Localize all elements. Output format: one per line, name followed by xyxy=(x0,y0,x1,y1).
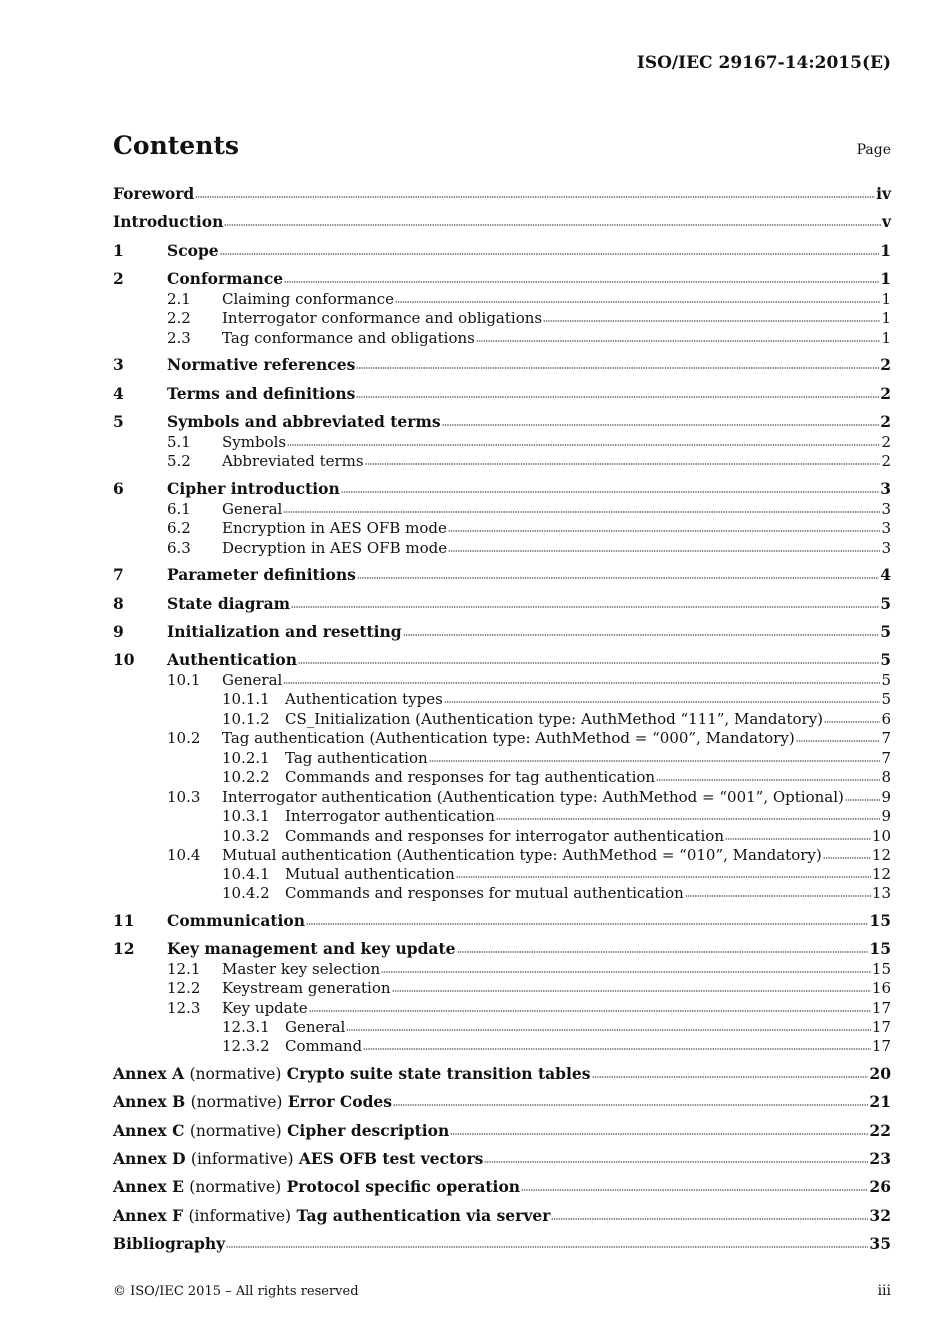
toc-entry-page: 5 xyxy=(880,650,891,669)
copyright-notice: © ISO/IEC 2015 – All rights reserved xyxy=(113,1284,359,1299)
toc-entry[interactable] xyxy=(113,689,891,709)
toc-entry-page: 1 xyxy=(880,241,891,260)
toc-entry-number: 10.3 xyxy=(167,788,201,806)
dot-leader xyxy=(656,779,880,781)
dot-leader xyxy=(356,396,879,398)
toc-entry[interactable] xyxy=(113,412,891,432)
toc-entry-page: 1 xyxy=(880,269,891,288)
dot-leader xyxy=(429,760,881,762)
toc-entry[interactable] xyxy=(113,1064,891,1084)
toc-entry[interactable] xyxy=(113,479,891,499)
toc-entry-number: 5.1 xyxy=(167,433,191,451)
toc-entry[interactable] xyxy=(113,787,891,807)
toc-entry-number: 10.2.2 xyxy=(222,768,270,786)
toc-entry-page: 5 xyxy=(880,594,891,613)
toc-entry-page: 8 xyxy=(881,768,891,786)
toc-entry-page: 3 xyxy=(880,479,891,498)
toc-entry-page: 15 xyxy=(869,939,891,958)
toc-entry[interactable] xyxy=(113,806,891,826)
toc-entry[interactable] xyxy=(113,1036,891,1056)
dot-leader xyxy=(291,606,879,608)
toc-entry-number: 10.4.2 xyxy=(222,884,270,902)
dot-leader xyxy=(845,799,881,801)
annex-kind: (normative) xyxy=(189,1065,282,1083)
dot-leader xyxy=(448,550,880,552)
toc-entry-page: 13 xyxy=(871,884,891,902)
dot-leader xyxy=(448,530,881,532)
toc-entry-number: 10.1 xyxy=(167,671,201,689)
toc-entry-page: 4 xyxy=(880,565,891,584)
toc-entry[interactable] xyxy=(113,728,891,748)
toc-entry-number: 10 xyxy=(113,650,135,669)
dot-leader xyxy=(403,634,880,636)
toc-entry-title: Interrogator conformance and obligations xyxy=(222,309,543,327)
annex-kind: (normative) xyxy=(190,1093,283,1111)
toc-entry[interactable] xyxy=(113,289,891,309)
toc-entry-page: 2 xyxy=(881,433,891,451)
annex-label: Annex F xyxy=(113,1206,184,1225)
toc-entry-page: 17 xyxy=(871,999,891,1017)
toc-entry-title: State diagram xyxy=(167,594,291,613)
toc-entry-number: 10.1.2 xyxy=(222,710,270,728)
toc-entry[interactable] xyxy=(113,1092,891,1112)
toc-entry-number: 10.2.1 xyxy=(222,749,270,767)
toc-entry-page: 21 xyxy=(869,1092,891,1111)
toc-entry-title: Claiming conformance xyxy=(222,290,395,308)
toc-entry-title: Master key selection xyxy=(222,960,381,978)
dot-leader xyxy=(456,876,871,878)
dot-leader xyxy=(823,857,871,859)
dot-leader xyxy=(283,511,880,513)
toc-entry[interactable] xyxy=(113,241,891,261)
toc-entry[interactable] xyxy=(113,451,891,471)
page-number: iii xyxy=(877,1283,891,1299)
toc-entry-number: 4 xyxy=(113,384,124,403)
toc-entry-page: 32 xyxy=(869,1206,891,1225)
toc-entry-title: Terms and definitions xyxy=(167,384,356,403)
toc-entry-number: 6.2 xyxy=(167,519,191,537)
dot-leader xyxy=(450,1133,868,1135)
toc-entry[interactable] xyxy=(113,939,891,959)
toc-entry[interactable] xyxy=(113,1149,891,1169)
toc-entry[interactable] xyxy=(113,212,891,232)
toc-entry-page: 1 xyxy=(881,309,891,327)
toc-entry-number: 9 xyxy=(113,622,124,641)
toc-entry-number: 7 xyxy=(113,565,124,584)
toc-entry[interactable] xyxy=(113,826,891,846)
toc-entry-number: 6.3 xyxy=(167,539,191,557)
dot-leader xyxy=(365,463,881,465)
dot-leader xyxy=(346,1029,871,1031)
toc-entry-page: 9 xyxy=(881,807,891,825)
dot-leader xyxy=(725,838,871,840)
page-title: Contents xyxy=(113,131,240,160)
toc-entry-number: 2.2 xyxy=(167,309,191,327)
toc-entry-number: 10.1.1 xyxy=(222,690,270,708)
toc-entry-page: 7 xyxy=(881,749,891,767)
toc-entry-page: 2 xyxy=(880,412,891,431)
dot-leader xyxy=(476,340,881,342)
toc-entry-page: 5 xyxy=(880,622,891,641)
toc-entry-title: General xyxy=(222,500,283,518)
dot-leader xyxy=(685,895,871,897)
toc-entry[interactable] xyxy=(113,328,891,348)
toc-entry[interactable] xyxy=(113,565,891,585)
toc-entry-title xyxy=(113,1064,591,1084)
toc-entry[interactable] xyxy=(113,767,891,787)
toc-entry-page: 16 xyxy=(871,979,891,997)
toc-entry[interactable] xyxy=(113,1017,891,1037)
annex-label: Annex B xyxy=(113,1092,186,1111)
toc-entry-page: 1 xyxy=(881,290,891,308)
toc-entry-title: Commands and responses for tag authentication xyxy=(285,768,656,786)
dot-leader xyxy=(457,951,869,953)
toc-entry-page: 2 xyxy=(880,384,891,403)
dot-leader xyxy=(284,281,879,283)
dot-leader xyxy=(381,971,871,973)
toc-entry-page: 10 xyxy=(871,827,891,845)
toc-entry-number: 12.3 xyxy=(167,999,201,1017)
toc-entry-page: 17 xyxy=(871,1037,891,1055)
toc-entry-title: Keystream generation xyxy=(222,979,391,997)
toc-entry[interactable] xyxy=(113,1206,891,1226)
dot-leader xyxy=(220,253,880,255)
toc-entry[interactable] xyxy=(113,998,891,1018)
toc-entry-title xyxy=(113,1206,550,1226)
toc-entry-title: Initialization and resetting xyxy=(167,622,402,641)
toc-entry[interactable] xyxy=(113,1121,891,1141)
annex-kind: (informative) xyxy=(190,1150,294,1168)
toc-entry-title: Foreword xyxy=(113,184,195,203)
annex-title: Protocol specific operation xyxy=(286,1177,521,1196)
toc-entry-number: 2.3 xyxy=(167,329,191,347)
dot-leader xyxy=(442,424,880,426)
toc-entry-title: Abbreviated terms xyxy=(222,452,364,470)
toc-entry-title xyxy=(113,1092,392,1112)
annex-label: Annex C xyxy=(113,1121,185,1140)
dot-leader xyxy=(357,577,879,579)
dot-leader xyxy=(356,367,879,369)
toc-entry-title: Commands and responses for mutual authentication xyxy=(285,884,684,902)
annex-title: Error Codes xyxy=(287,1092,393,1111)
toc-entry-page: 15 xyxy=(871,960,891,978)
annex-title: Tag authentication via server xyxy=(296,1206,551,1225)
toc-entry[interactable] xyxy=(113,883,891,903)
dot-leader xyxy=(444,701,881,703)
toc-entry-title: Mutual authentication xyxy=(285,865,455,883)
toc-entry-title: Symbols and abbreviated terms xyxy=(167,412,441,431)
toc-entry[interactable] xyxy=(113,748,891,768)
toc-entry-number: 11 xyxy=(113,911,135,930)
dot-leader xyxy=(592,1076,869,1078)
toc-entry[interactable] xyxy=(113,308,891,328)
toc-entry-number: 1 xyxy=(113,241,124,260)
toc-entry-title: Command xyxy=(285,1037,363,1055)
toc-entry-title: Key management and key update xyxy=(167,939,456,958)
toc-entry-page: 12 xyxy=(871,846,891,864)
toc-entry-number: 12.3.1 xyxy=(222,1018,270,1036)
toc-entry-page: 5 xyxy=(881,671,891,689)
toc-entry-page: v xyxy=(881,212,891,231)
toc-entry[interactable] xyxy=(113,499,891,519)
toc-entry[interactable] xyxy=(113,911,891,931)
annex-kind: (normative) xyxy=(189,1178,282,1196)
toc-entry-title: Conformance xyxy=(167,269,284,288)
toc-entry-page: 6 xyxy=(881,710,891,728)
dot-leader xyxy=(195,196,875,198)
toc-entry-title: Symbols xyxy=(222,433,287,451)
toc-entry-number: 5.2 xyxy=(167,452,191,470)
dot-leader xyxy=(283,682,880,684)
toc-entry[interactable] xyxy=(113,594,891,614)
toc-entry-number: 12.2 xyxy=(167,979,201,997)
annex-kind: (informative) xyxy=(188,1207,292,1225)
toc-entry[interactable] xyxy=(113,1234,891,1254)
toc-entry-title xyxy=(113,1149,483,1169)
dot-leader xyxy=(395,301,880,303)
dot-leader xyxy=(341,491,879,493)
toc-entry[interactable] xyxy=(113,978,891,998)
annex-kind: (normative) xyxy=(189,1122,282,1140)
toc-entry[interactable] xyxy=(113,845,891,865)
toc-entry-title: Cipher introduction xyxy=(167,479,340,498)
annex-label: Annex A xyxy=(113,1064,185,1083)
toc-entry-page: 22 xyxy=(869,1121,891,1140)
toc-entry-page: 12 xyxy=(871,865,891,883)
toc-entry-title: Tag authentication (Authentication type: AuthMethod = “000”, Mandatory) xyxy=(222,729,795,747)
annex-label: Annex E xyxy=(113,1177,184,1196)
toc-entry-page: 9 xyxy=(881,788,891,806)
toc-entry-number: 12.1 xyxy=(167,960,201,978)
toc-entry-title: Tag conformance and obligations xyxy=(222,329,475,347)
annex-title: Crypto suite state transition tables xyxy=(286,1064,591,1083)
toc-entry-title: Commands and responses for interrogator authentication xyxy=(285,827,724,845)
toc-entry-title: Communication xyxy=(167,911,306,930)
toc-entry-number: 2 xyxy=(113,269,124,288)
toc-entry-page: 3 xyxy=(881,519,891,537)
toc-entry-number: 3 xyxy=(113,355,124,374)
toc-entry-title: Key update xyxy=(222,999,308,1017)
toc-entry-page: 15 xyxy=(869,911,891,930)
dot-leader xyxy=(551,1218,868,1220)
toc-entry-number: 10.4 xyxy=(167,846,201,864)
toc-entry-number: 10.3.1 xyxy=(222,807,270,825)
toc-entry[interactable] xyxy=(113,184,891,204)
toc-entry-page: 26 xyxy=(869,1177,891,1196)
toc-entry-page: 3 xyxy=(881,539,891,557)
dot-leader xyxy=(393,1104,868,1106)
toc-entry-title xyxy=(113,1177,520,1197)
dot-leader xyxy=(484,1161,868,1163)
toc-entry[interactable] xyxy=(113,269,891,289)
annex-title: AES OFB test vectors xyxy=(298,1149,484,1168)
dot-leader xyxy=(224,224,881,226)
toc-entry-number: 10.3.2 xyxy=(222,827,270,845)
toc-entry-number: 10.4.1 xyxy=(222,865,270,883)
toc-entry-title: Mutual authentication (Authentication type: AuthMethod = “010”, Mandatory) xyxy=(222,846,822,864)
dot-leader xyxy=(363,1048,871,1050)
toc-entry-number: 10.2 xyxy=(167,729,201,747)
toc-entry-title: Bibliography xyxy=(113,1234,226,1253)
toc-entry[interactable] xyxy=(113,670,891,690)
toc-entry-page: 5 xyxy=(881,690,891,708)
dot-leader xyxy=(287,444,880,446)
toc-entry-number: 12.3.2 xyxy=(222,1037,270,1055)
dot-leader xyxy=(796,740,881,742)
toc-entry[interactable] xyxy=(113,538,891,558)
page-column-label: Page xyxy=(856,142,891,158)
toc-entry-title xyxy=(113,1121,449,1141)
toc-entry-number: 6 xyxy=(113,479,124,498)
document-id: ISO/IEC 29167-14:2015(E) xyxy=(636,53,891,73)
dot-leader xyxy=(543,320,880,322)
toc-entry[interactable] xyxy=(113,1177,891,1197)
toc-entry[interactable] xyxy=(113,650,891,670)
dot-leader xyxy=(392,990,871,992)
annex-title: Cipher description xyxy=(287,1121,450,1140)
toc-entry-number: 8 xyxy=(113,594,124,613)
toc-entry-page: iv xyxy=(876,184,891,203)
toc-entry-title: Encryption in AES OFB mode xyxy=(222,519,447,537)
toc-entry-number: 5 xyxy=(113,412,124,431)
dot-leader xyxy=(496,818,881,820)
toc-entry-title: Authentication types xyxy=(285,690,443,708)
toc-entry-title: Parameter definitions xyxy=(167,565,356,584)
toc-entry[interactable] xyxy=(113,518,891,538)
toc-entry-title: Decryption in AES OFB mode xyxy=(222,539,448,557)
toc-entry-title: Introduction xyxy=(113,212,224,231)
dot-leader xyxy=(521,1189,868,1191)
toc-entry[interactable] xyxy=(113,622,891,642)
toc-entry[interactable] xyxy=(113,355,891,375)
toc-entry-title: Interrogator authentication xyxy=(285,807,495,825)
toc-entry-title: Normative references xyxy=(167,355,356,374)
toc-entry-page: 17 xyxy=(871,1018,891,1036)
dot-leader xyxy=(309,1010,871,1012)
toc-entry[interactable] xyxy=(113,709,891,729)
toc-entry-page: 1 xyxy=(881,329,891,347)
toc-entry-title: Interrogator authentication (Authentication type: AuthMethod = “001”, Optional) xyxy=(222,788,844,806)
toc-entry-title: Authentication xyxy=(167,650,298,669)
toc-entry[interactable] xyxy=(113,384,891,404)
dot-leader xyxy=(298,662,879,664)
toc-entry-title: General xyxy=(285,1018,346,1036)
toc-entry-page: 2 xyxy=(880,355,891,374)
toc-entry-page: 7 xyxy=(881,729,891,747)
toc-entry-number: 6.1 xyxy=(167,500,191,518)
toc-entry-page: 35 xyxy=(869,1234,891,1253)
dot-leader xyxy=(226,1246,868,1248)
toc-entry[interactable] xyxy=(113,864,891,884)
toc-entry-title: Scope xyxy=(167,241,219,260)
dot-leader xyxy=(824,721,880,723)
toc-entry-page: 20 xyxy=(869,1064,891,1083)
toc-entry-page: 3 xyxy=(881,500,891,518)
toc-entry[interactable] xyxy=(113,959,891,979)
toc-entry-number: 2.1 xyxy=(167,290,191,308)
toc-entry-page: 2 xyxy=(881,452,891,470)
toc-entry-title: CS_Initialization (Authentication type: AuthMethod “111”, Mandatory) xyxy=(285,710,824,728)
annex-label: Annex D xyxy=(113,1149,186,1168)
toc-entry[interactable] xyxy=(113,432,891,452)
toc-entry-number: 12 xyxy=(113,939,135,958)
toc-entry-page: 23 xyxy=(869,1149,891,1168)
toc-entry-title: General xyxy=(222,671,283,689)
toc-entry-title: Tag authentication xyxy=(285,749,428,767)
dot-leader xyxy=(306,923,868,925)
